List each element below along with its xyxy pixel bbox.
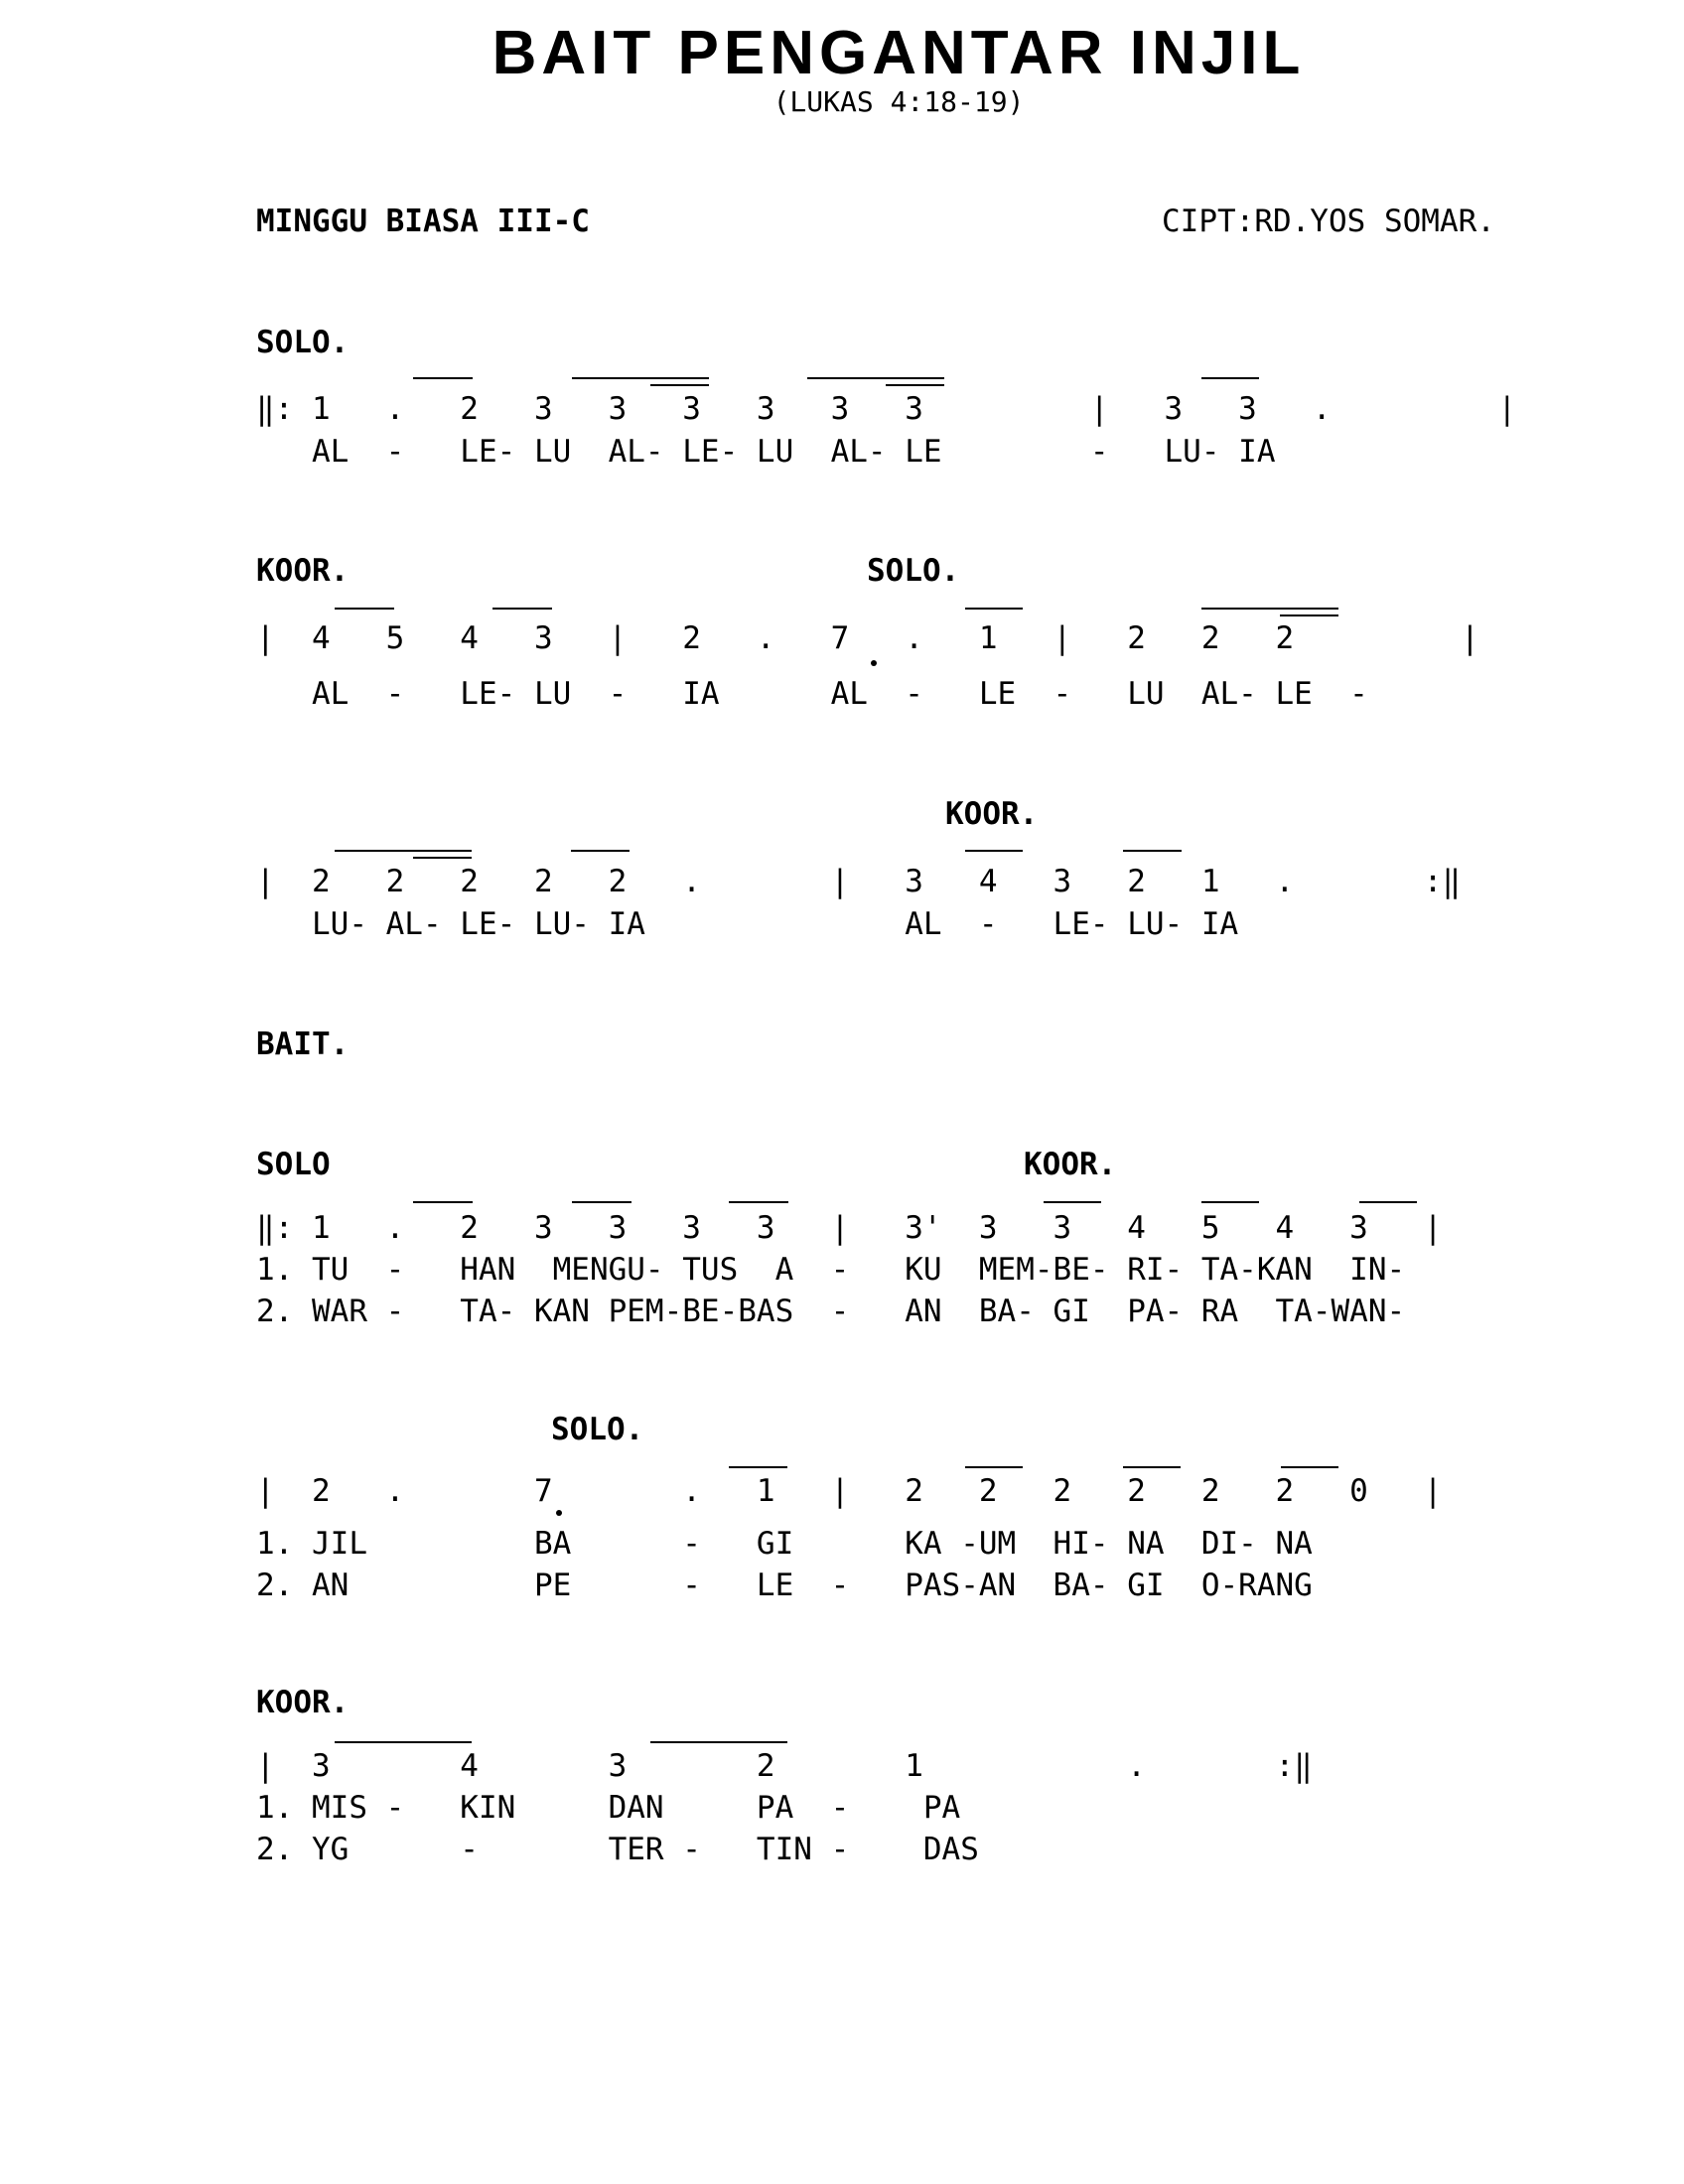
beam-line	[492, 608, 552, 610]
beam-line	[572, 1201, 632, 1203]
notation-line: | 3 4 3 2 1 . :‖	[256, 1748, 1313, 1784]
beam-line	[1280, 614, 1338, 616]
beam-line	[965, 850, 1023, 852]
role-label-solo: SOLO.	[867, 553, 960, 589]
beam-line	[335, 1741, 472, 1743]
beam-line	[1201, 377, 1259, 379]
composer-credit: CIPT:RD.YOS SOMAR.	[1162, 204, 1495, 239]
beam-line	[572, 377, 709, 379]
beam-line	[807, 377, 944, 379]
notation-line: | 2 . 7 . 1 | 2 2 2 2 2 2 0 |	[256, 1473, 1443, 1509]
role-label-koor: KOOR.	[1024, 1147, 1117, 1182]
beam-line	[571, 850, 630, 852]
scripture-reference: (LUKAS 4:18-19)	[772, 85, 1025, 118]
beam-line	[335, 850, 472, 852]
role-label-koor: KOOR.	[256, 1685, 350, 1720]
section-label-bait: BAIT.	[256, 1026, 350, 1062]
lyric-line-verse-2: 2. WAR - TA- KAN PEM-BE-BAS - AN BA- GI PA- RA TA-WAN-	[256, 1294, 1406, 1329]
beam-line	[413, 857, 472, 859]
lyric-line-verse-1: 1. JIL BA - GI KA -UM HI- NA DI- NA	[256, 1526, 1313, 1562]
beam-line	[1123, 850, 1182, 852]
notation-line: ‖: 1 . 2 3 3 3 3 3 3 | 3 3 . |	[256, 391, 1517, 427]
occasion-label: MINGGU BIASA III-C	[256, 204, 590, 239]
low-octave-dot	[556, 1510, 562, 1516]
beam-line	[965, 1466, 1023, 1468]
lyric-line: AL - LE- LU - IA AL - LE - LU AL- LE -	[256, 676, 1368, 712]
lyric-line-verse-1: 1. TU - HAN MENGU- TUS A - KU MEM-BE- RI- TA-KAN IN-	[256, 1252, 1406, 1288]
lyric-line: AL - LE- LU AL- LE- LU AL- LE - LU- IA	[256, 434, 1276, 470]
notation-line: | 4 5 4 3 | 2 . 7 . 1 | 2 2 2 |	[256, 620, 1479, 656]
lyric-line-verse-1: 1. MIS - KIN DAN PA - PA	[256, 1790, 961, 1826]
role-label-solo: SOLO.	[551, 1412, 644, 1447]
lyric-line-verse-2: 2. AN PE - LE - PAS-AN BA- GI O-RANG	[256, 1568, 1313, 1603]
lyric-line-verse-2: 2. YG - TER - TIN - DAS	[256, 1832, 979, 1867]
beam-line	[1044, 1201, 1101, 1203]
role-label-koor: KOOR.	[256, 553, 350, 589]
beam-line	[650, 384, 709, 386]
beam-line	[729, 1466, 787, 1468]
role-label-solo: SOLO.	[256, 325, 350, 360]
notation-line: | 2 2 2 2 2 . | 3 4 3 2 1 . :‖	[256, 864, 1462, 899]
beam-line	[1201, 1201, 1259, 1203]
role-label-koor: KOOR.	[945, 796, 1039, 832]
beam-line	[1359, 1201, 1417, 1203]
beam-line	[413, 377, 473, 379]
beam-line	[1201, 608, 1338, 610]
notation-line: ‖: 1 . 2 3 3 3 3 | 3' 3 3 4 5 4 3 |	[256, 1210, 1443, 1246]
role-label-solo: SOLO	[256, 1147, 331, 1182]
beam-line	[1281, 1466, 1338, 1468]
beam-line	[965, 608, 1023, 610]
beam-line	[413, 1201, 473, 1203]
beam-line	[886, 384, 944, 386]
beam-line	[335, 608, 394, 610]
beam-line	[650, 1741, 787, 1743]
beam-line	[729, 1201, 788, 1203]
page-title: BAIT PENGANTAR INJIL	[491, 19, 1306, 87]
lyric-line: LU- AL- LE- LU- IA AL - LE- LU- IA	[256, 906, 1239, 942]
beam-line	[1123, 1466, 1181, 1468]
low-octave-dot	[871, 660, 877, 666]
